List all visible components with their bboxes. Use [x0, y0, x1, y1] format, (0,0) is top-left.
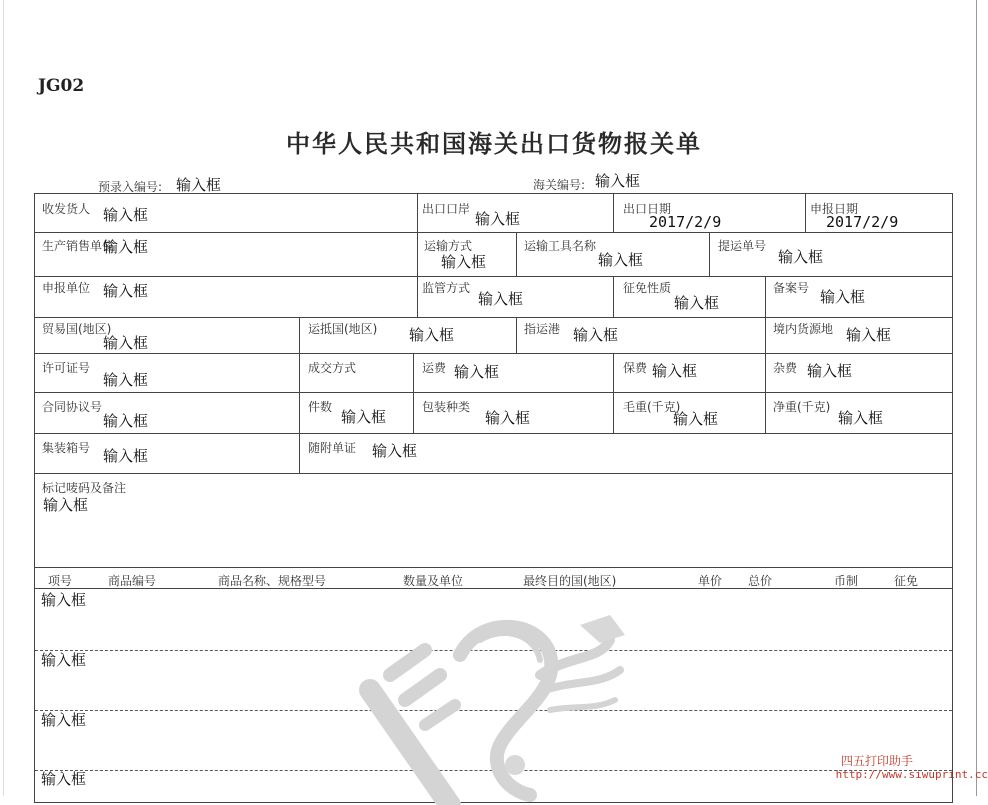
- tax-nature-input[interactable]: 输入框: [674, 294, 720, 312]
- goods-row-input[interactable]: 输入框: [41, 770, 87, 788]
- col-divider: [417, 194, 418, 317]
- deal-mode-label: 成交方式: [308, 361, 357, 375]
- marks-input[interactable]: 输入框: [43, 496, 89, 514]
- pieces-label: 件数: [308, 400, 333, 414]
- dest-country-label: 运抵国(地区): [308, 322, 378, 336]
- declarant-label: 申报单位: [42, 281, 91, 295]
- doc-code: JG02: [38, 76, 85, 96]
- trade-country-label: 贸易国(地区): [42, 322, 112, 336]
- customs-no-label: 海关编号:: [533, 178, 586, 192]
- goods-row-input[interactable]: 输入框: [41, 711, 87, 729]
- col-divider: [765, 276, 766, 317]
- col-divider: [613, 276, 614, 317]
- row-divider: [35, 353, 952, 354]
- goods-row-input[interactable]: 输入框: [41, 591, 87, 609]
- contract-input[interactable]: 输入框: [103, 412, 149, 430]
- freight-label: 运费: [422, 361, 447, 375]
- gross-weight-input[interactable]: 输入框: [673, 410, 719, 428]
- col-header-unit-price: 单价: [698, 574, 723, 588]
- supervision-input[interactable]: 输入框: [478, 290, 524, 308]
- port-label: 指运港: [524, 322, 561, 336]
- row-divider: [35, 232, 952, 233]
- row-divider: [35, 567, 952, 568]
- container-label: 集装箱号: [42, 441, 91, 455]
- brand-url: http://www.siwuprint.cc: [835, 768, 988, 781]
- trade-country-input[interactable]: 输入框: [103, 334, 149, 352]
- declare-date-label: 申报日期: [810, 202, 859, 216]
- col-divider: [413, 353, 414, 433]
- bill-no-input[interactable]: 输入框: [778, 248, 824, 266]
- source-input[interactable]: 输入框: [846, 326, 892, 344]
- row-divider: [35, 317, 952, 318]
- col-divider: [709, 232, 710, 276]
- col-divider: [765, 317, 766, 353]
- license-input[interactable]: 输入框: [103, 371, 149, 389]
- producer-label: 生产销售单位: [42, 239, 115, 253]
- col-header-destination: 最终目的国(地区): [523, 574, 617, 588]
- col-header-total-price: 总价: [748, 574, 773, 588]
- freight-input[interactable]: 输入框: [454, 363, 500, 381]
- col-divider: [299, 317, 300, 473]
- package-input[interactable]: 输入框: [485, 409, 531, 427]
- row-divider: [35, 276, 952, 277]
- col-header-goods-name: 商品名称、规格型号: [218, 574, 327, 588]
- dest-country-input[interactable]: 输入框: [409, 326, 455, 344]
- col-header-quantity: 数量及单位: [403, 574, 464, 588]
- export-port-label: 出口口岸: [422, 202, 471, 216]
- docs-input[interactable]: 输入框: [372, 442, 418, 460]
- insurance-input[interactable]: 输入框: [652, 362, 698, 380]
- col-divider: [805, 194, 806, 232]
- export-date-input[interactable]: 2017/2/9: [649, 213, 722, 231]
- col-divider: [516, 232, 517, 276]
- misc-input[interactable]: 输入框: [807, 362, 853, 380]
- transport-mode-label: 运输方式: [424, 239, 473, 253]
- declare-date-input[interactable]: 2017/2/9: [826, 213, 899, 231]
- col-divider: [613, 194, 614, 232]
- col-divider: [516, 317, 517, 353]
- container-input[interactable]: 输入框: [103, 447, 149, 465]
- transport-mode-input[interactable]: 输入框: [441, 253, 487, 271]
- shipper-input[interactable]: 输入框: [103, 206, 149, 224]
- misc-label: 杂费: [773, 361, 798, 375]
- preentry-input[interactable]: 输入框: [176, 176, 222, 194]
- export-date-label: 出口日期: [623, 202, 672, 216]
- page-title: 中华人民共和国海关出口货物报关单: [286, 130, 702, 158]
- col-header-tax: 征免: [894, 574, 919, 588]
- port-input[interactable]: 输入框: [573, 326, 619, 344]
- row-divider: [35, 392, 952, 393]
- row-divider: [35, 473, 952, 474]
- goods-row-input[interactable]: 输入框: [41, 651, 87, 669]
- col-header-goods-code: 商品编号: [108, 574, 157, 588]
- page-edge-left: [3, 0, 4, 796]
- row-divider: [35, 433, 952, 434]
- vehicle-name-input[interactable]: 输入框: [598, 251, 644, 269]
- brand-watermark: 四五打印助手: [840, 754, 913, 768]
- net-weight-label: 净重(千克): [773, 400, 831, 414]
- preentry-label: 预录入编号:: [98, 180, 163, 194]
- row-divider: [35, 588, 952, 589]
- customs-emblem-watermark: [330, 615, 660, 805]
- producer-input[interactable]: 输入框: [103, 238, 149, 256]
- page-edge-right: [976, 0, 977, 796]
- bill-no-label: 提运单号: [718, 239, 767, 253]
- source-label: 境内货源地: [773, 322, 834, 336]
- export-port-input[interactable]: 输入框: [475, 210, 521, 228]
- record-no-input[interactable]: 输入框: [820, 288, 866, 306]
- vehicle-name-label: 运输工具名称: [524, 239, 597, 253]
- shipper-label: 收发货人: [42, 202, 91, 216]
- package-label: 包装种类: [422, 400, 471, 414]
- gross-weight-label: 毛重(千克): [623, 400, 681, 414]
- col-divider: [765, 353, 766, 433]
- docs-label: 随附单证: [308, 441, 357, 455]
- col-header-item-no: 项号: [48, 574, 73, 588]
- marks-label: 标记唛码及备注: [42, 481, 127, 495]
- record-no-label: 备案号: [773, 281, 810, 295]
- supervision-label: 监管方式: [422, 281, 471, 295]
- declarant-input[interactable]: 输入框: [103, 282, 149, 300]
- net-weight-input[interactable]: 输入框: [838, 409, 884, 427]
- customs-no-input[interactable]: 输入框: [595, 172, 641, 190]
- tax-nature-label: 征免性质: [623, 281, 672, 295]
- insurance-label: 保费: [623, 361, 648, 375]
- col-header-currency: 币制: [834, 574, 859, 588]
- license-label: 许可证号: [42, 361, 91, 375]
- contract-label: 合同协议号: [42, 400, 103, 414]
- pieces-input[interactable]: 输入框: [341, 408, 387, 426]
- col-divider: [613, 353, 614, 433]
